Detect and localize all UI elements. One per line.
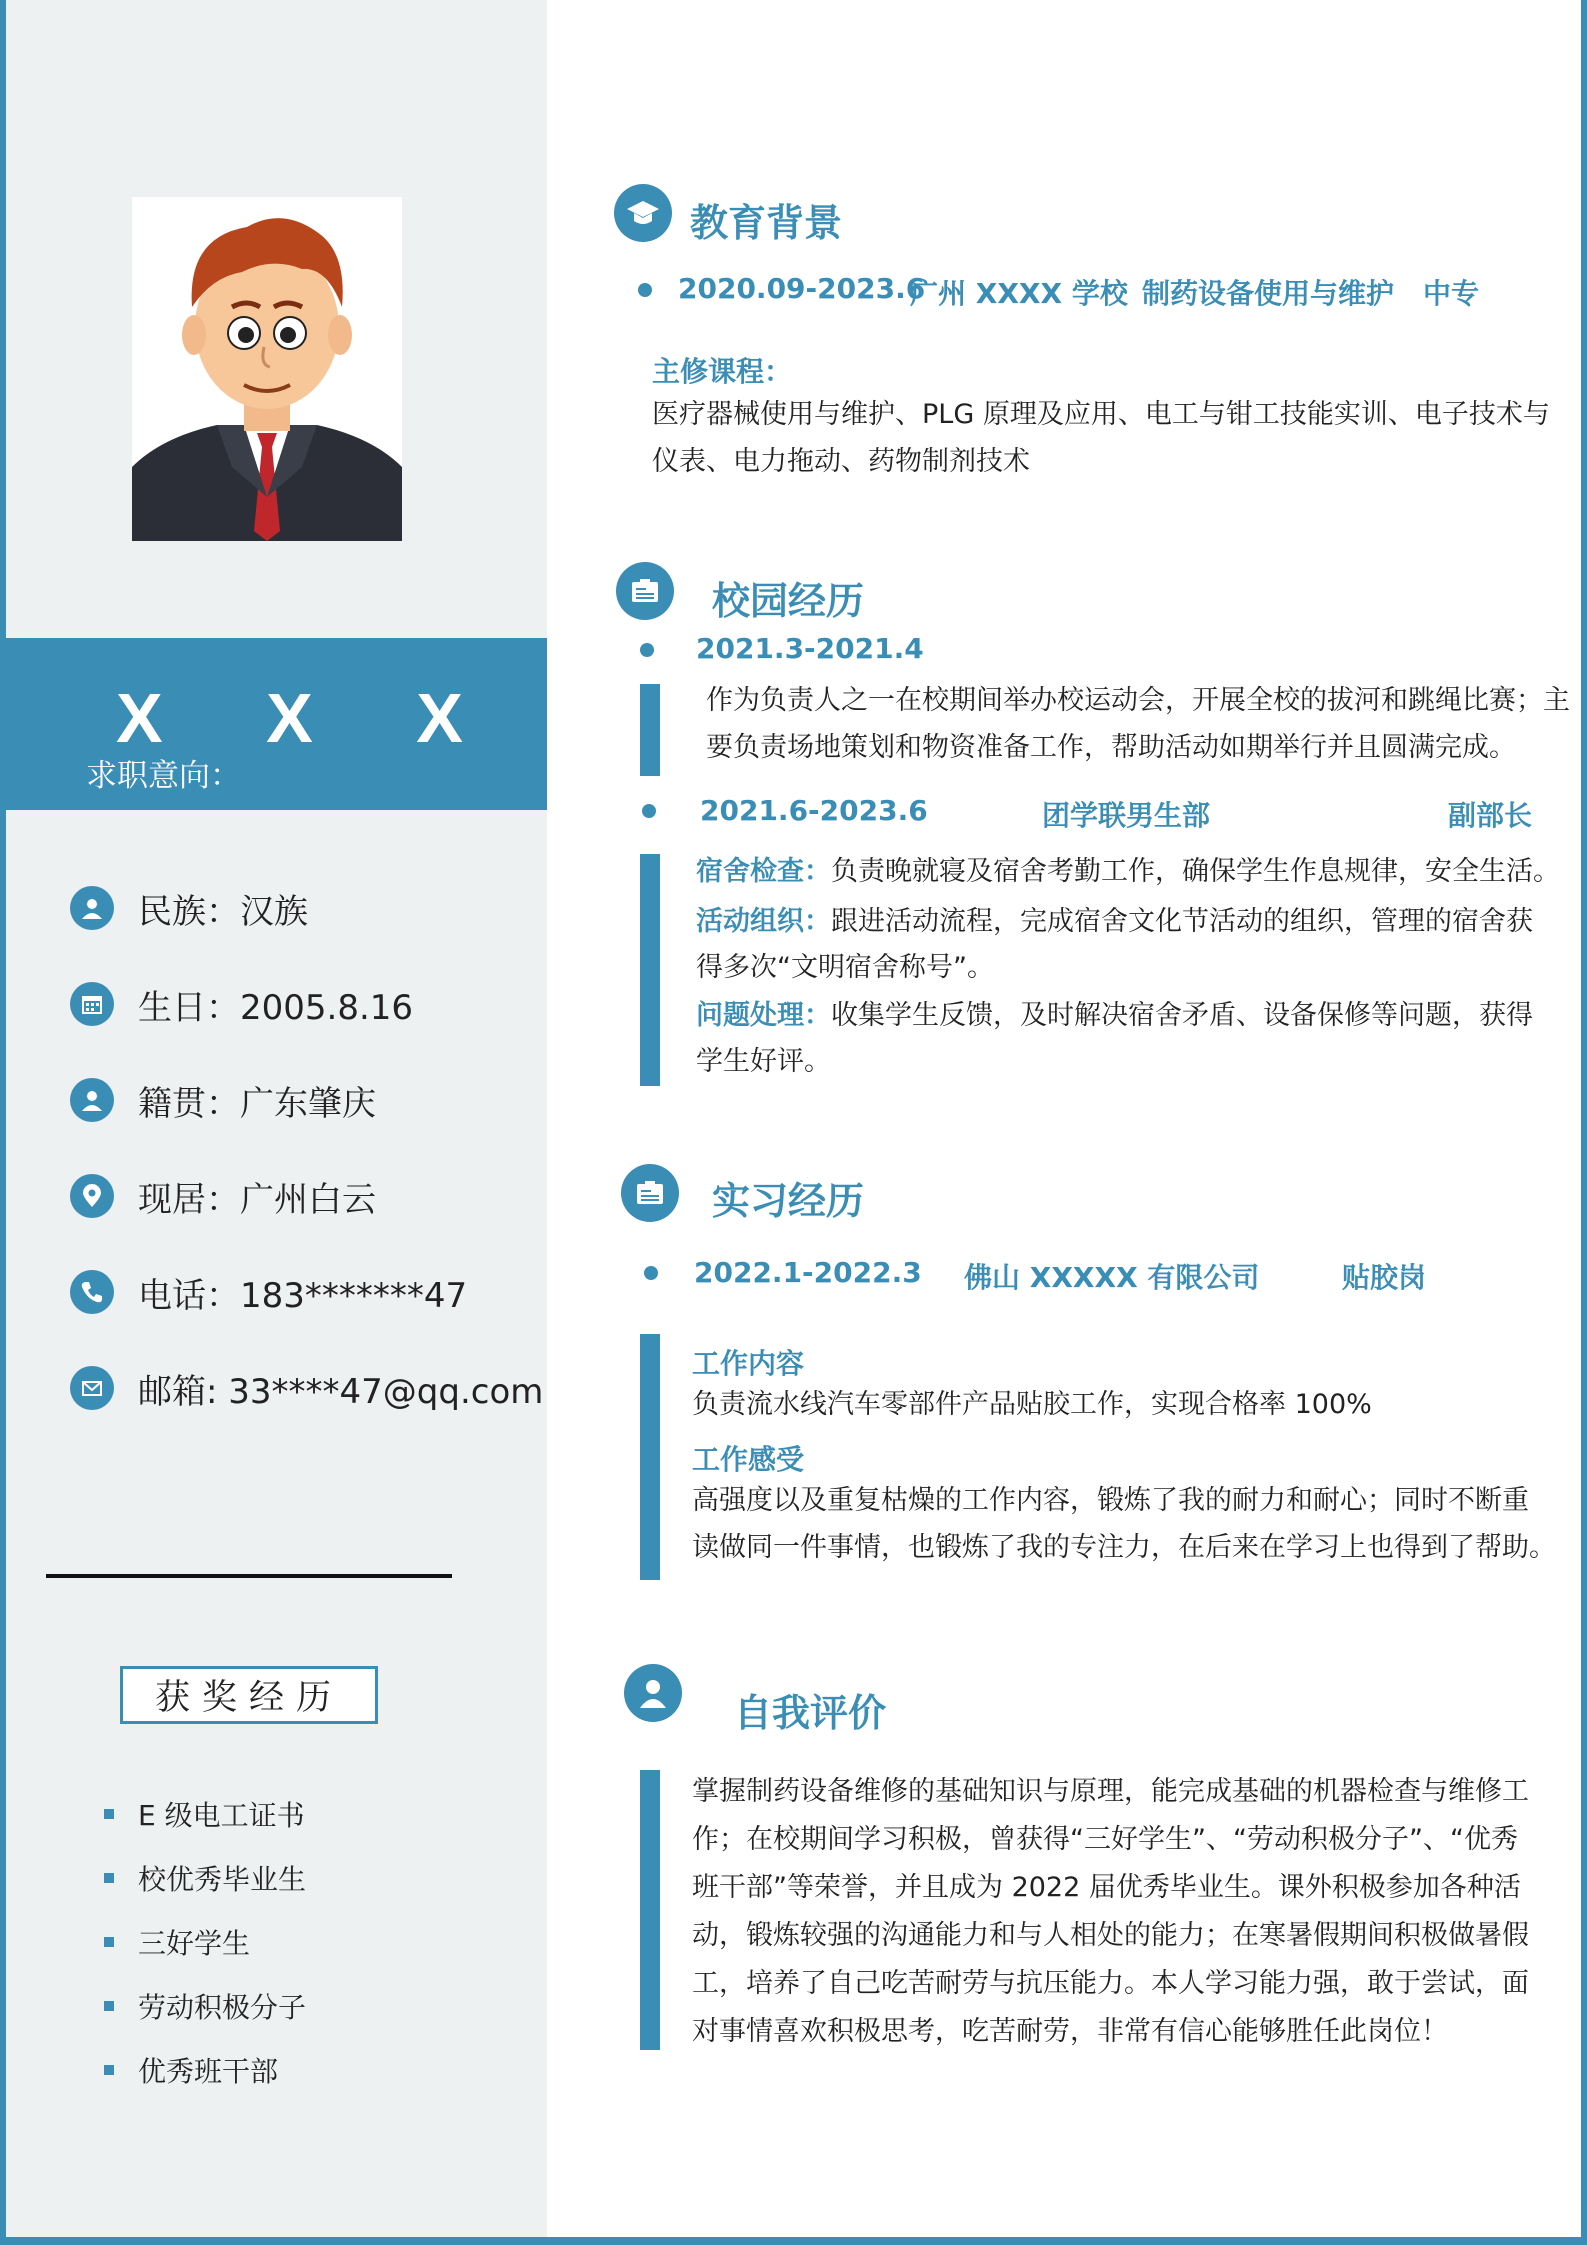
mail-icon	[70, 1366, 114, 1410]
awards-title: 获奖经历	[120, 1666, 378, 1724]
info-text: 电话：183*******47	[138, 1275, 468, 1316]
self-eval-line: 班干部”等荣誉，并且成为 2022 届优秀毕业生。课外积极参加各种活	[692, 1872, 1521, 1903]
work-feeling-label: 工作感受	[692, 1443, 805, 1476]
info-text: 生日：2005.8.16	[138, 987, 414, 1028]
award-text: 三好学生	[138, 1927, 251, 1960]
location-pin-icon	[70, 1174, 114, 1218]
candidate-name: X X X	[116, 679, 505, 757]
education-title: 教育背景	[690, 201, 843, 245]
courses-line: 仪表、电力拖动、药物制剂技术	[652, 446, 1030, 477]
work-feeling-line: 高强度以及重复枯燥的工作内容，锻炼了我的耐力和耐心；同时不断重	[692, 1485, 1529, 1516]
bullet-square	[104, 2065, 114, 2075]
education-degree: 中专	[1423, 277, 1480, 310]
accent-bar	[640, 1334, 660, 1580]
person-icon	[624, 1664, 682, 1722]
profile-photo	[132, 197, 402, 541]
bullet-square	[104, 1937, 114, 1947]
problem-label: 问题处理：	[696, 1000, 831, 1031]
id-card-icon	[621, 1164, 679, 1222]
accent-bar	[640, 854, 660, 1086]
campus-item1-line: 要负责场地策划和物资准备工作，帮助活动如期举行并且圆满完成。	[706, 732, 1516, 763]
self-eval-line: 对事情喜欢积极思考，吃苦耐劳，非常有信心能够胜任此岗位！	[692, 2016, 1448, 2047]
campus-item1-line: 作为负责人之一在校期间举办校运动会，开展全校的拔河和跳绳比赛；主	[706, 685, 1570, 716]
award-text: E 级电工证书	[138, 1799, 305, 1832]
campus-period-2: 2021.6-2023.6	[700, 794, 928, 827]
self-eval-line: 作；在校期间学习积极，曾获得“三好学生”、“劳动积极分子”、“优秀	[692, 1824, 1518, 1855]
info-ethnicity	[70, 878, 308, 938]
timeline-dot	[644, 1266, 658, 1280]
campus-role: 副部长	[1448, 799, 1533, 832]
bullet-square	[104, 1873, 114, 1883]
timeline-dot	[642, 804, 656, 818]
self-eval-line: 掌握制药设备维修的基础知识与原理，能完成基础的机器检查与维修工	[692, 1776, 1529, 1807]
campus-period-1: 2021.3-2021.4	[696, 632, 924, 665]
calendar-icon	[70, 982, 114, 1026]
bullet-square	[104, 2001, 114, 2011]
id-card-icon	[616, 562, 674, 620]
award-text: 劳动积极分子	[138, 1991, 307, 2024]
award-item	[104, 1858, 306, 1898]
internship-title: 实习经历	[712, 1179, 865, 1223]
work-content-label: 工作内容	[692, 1347, 805, 1380]
campus-item2-line	[696, 898, 1533, 945]
education-period: 2020.09-2023.6	[678, 272, 926, 305]
campus-item2-line: 得多次“文明宿舍称号”。	[696, 952, 994, 983]
internship-period: 2022.1-2022.3	[694, 1256, 922, 1289]
self-eval-line: 工，培养了自己吃苦耐劳与抗压能力。本人学习能力强，敢于尝试，面	[692, 1968, 1529, 1999]
info-text: 籍贯：广东肇庆	[138, 1083, 376, 1124]
info-text: 邮箱: 33****47@qq.com	[138, 1371, 544, 1412]
info-text: 民族：汉族	[138, 891, 308, 932]
campus-item2-line	[696, 992, 1533, 1039]
activity-text: 跟进活动流程，完成宿舍文化节活动的组织，管理的宿舍获	[831, 906, 1533, 937]
job-intent-label: 求职意向：	[86, 758, 241, 794]
timeline-dot	[640, 643, 654, 657]
campus-title: 校园经历	[712, 579, 865, 623]
internship-company: 佛山 XXXXX 有限公司	[964, 1261, 1260, 1294]
work-content-text: 负责流水线汽车零部件产品贴胶工作，实现合格率 100%	[692, 1389, 1372, 1420]
problem-text: 收集学生反馈，及时解决宿舍矛盾、设备保修等问题，获得	[831, 1000, 1533, 1031]
award-item	[104, 1986, 306, 2026]
award-text: 优秀班干部	[138, 2055, 279, 2088]
award-item	[104, 1922, 250, 1962]
accent-bar	[640, 684, 660, 776]
timeline-dot	[638, 283, 652, 297]
work-feeling-line: 读做同一件事情，也锻炼了我的专注力，在后来在学习上也得到了帮助。	[692, 1532, 1556, 1563]
info-birthday	[70, 974, 413, 1034]
divider	[46, 1574, 452, 1578]
person-icon	[70, 1078, 114, 1122]
education-school: 广州 XXXX 学校	[910, 277, 1128, 310]
info-hometown	[70, 1070, 376, 1130]
graduation-cap-icon	[614, 184, 672, 242]
courses-line: 医疗器械使用与维护、PLG 原理及应用、电工与钳工技能实训、电子技术与	[652, 399, 1550, 430]
internship-position: 贴胶岗	[1342, 1261, 1427, 1294]
person-icon	[70, 886, 114, 930]
self-eval-line: 动，锻炼较强的沟通能力和与人相处的能力；在寒暑假期间积极做暑假	[692, 1920, 1529, 1951]
info-phone	[70, 1262, 467, 1322]
award-item	[104, 1794, 305, 1834]
campus-item2-line	[696, 848, 1560, 895]
dorm-check-label: 宿舍检查：	[696, 856, 831, 887]
dorm-check-text: 负责晚就寝及宿舍考勤工作，确保学生作息规律，安全生活。	[831, 856, 1560, 887]
activity-label: 活动组织：	[696, 906, 831, 937]
info-email	[70, 1358, 543, 1418]
accent-bar	[640, 1770, 660, 2050]
courses-label: 主修课程：	[652, 355, 793, 388]
self-eval-title: 自我评价	[734, 1691, 887, 1735]
bullet-square	[104, 1809, 114, 1819]
award-item	[104, 2050, 278, 2090]
campus-org: 团学联男生部	[1042, 799, 1211, 832]
award-text: 校优秀毕业生	[138, 1863, 307, 1896]
name-banner	[6, 638, 547, 810]
info-residence	[70, 1166, 376, 1226]
info-text: 现居：广州白云	[138, 1179, 376, 1220]
phone-icon	[70, 1270, 114, 1314]
education-major: 制药设备使用与维护	[1142, 277, 1395, 310]
campus-item2-line: 学生好评。	[696, 1046, 831, 1077]
